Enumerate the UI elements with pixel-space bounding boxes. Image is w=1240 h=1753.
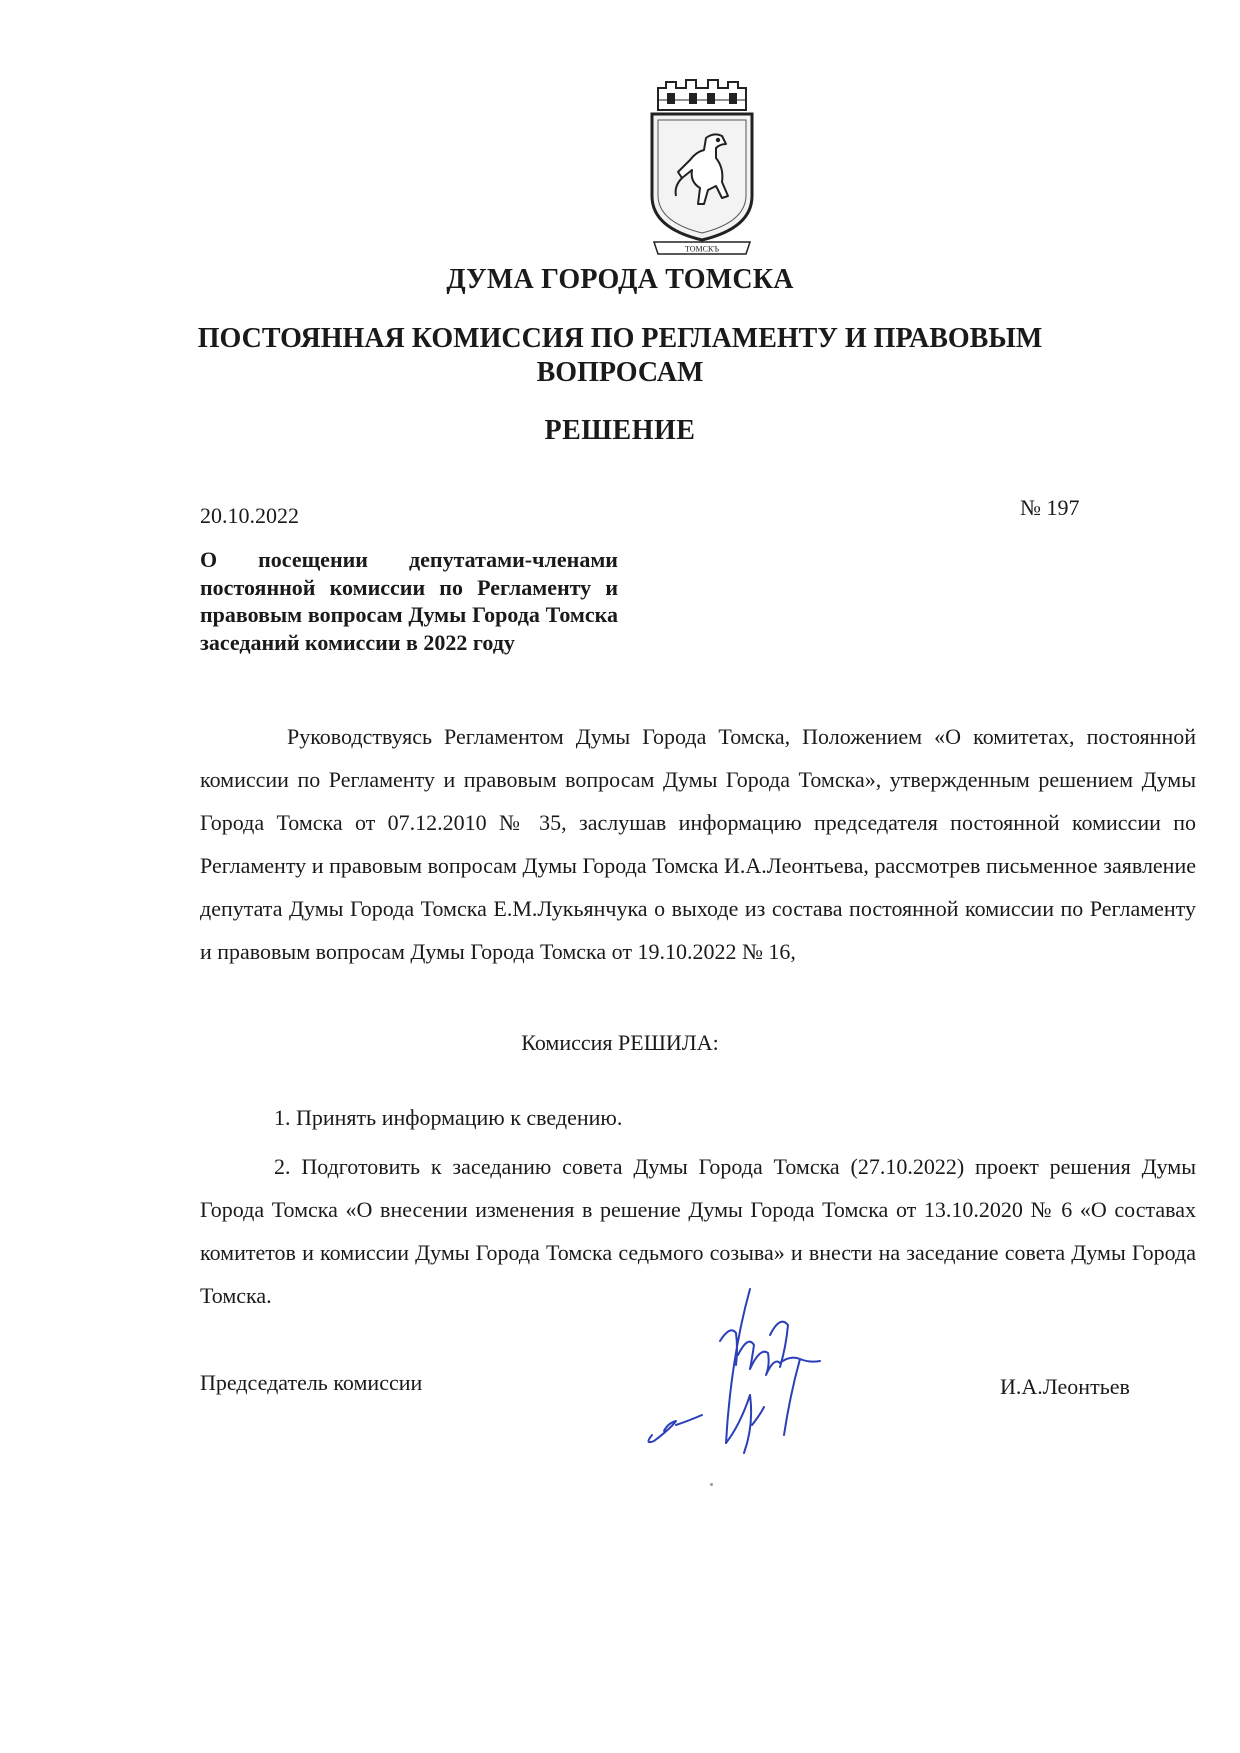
resolution-item: 1. Принять информацию к сведению. — [274, 1105, 623, 1130]
commission-title — [0, 322, 1240, 390]
mural-crown-icon — [658, 80, 746, 110]
ribbon-banner — [654, 242, 750, 254]
city-coat-of-arms-image — [646, 78, 758, 256]
resolution-heading: Комиссия РЕШИЛА: — [521, 1030, 719, 1055]
document-type: РЕШЕНИЕ — [544, 415, 696, 446]
commission-title-line-1: ПОСТОЯННАЯ КОМИССИЯ ПО РЕГЛАМЕНТУ И ПРАВОВЫМ — [197, 323, 1043, 354]
document-subject: О посещении депутатами-членами постоянной комиссии по Регламенту и правовым вопросам Думы Города Томска заседаний комиссии в 2022 году — [200, 547, 618, 655]
preamble-paragraph: Руководствуясь Регламентом Думы Города Томска, Положением «О комитетах, постоянной комиссии по Регламенту и правовым вопросам Думы Города Томска», утвержденным решением Думы Города Томска от 07.12.2010 № 35, заслушав информацию председателя постоянной комиссии по Регламенту и правовым вопросам Думы Города Томска И.А.Леонтьева, рассмотрев письменное заявление депутата Думы Города Томска Е.М.Лукьянчука о выходе из состава постоянной комиссии по Регламенту и правовым вопросам Думы Города Томска от 19.10.2022 № 16, — [200, 724, 1196, 964]
signatory-name: И.А.Леонтьев — [1000, 1374, 1130, 1399]
organization-name: ДУМА ГОРОДА ТОМСКА — [446, 264, 794, 295]
handwritten-signature — [640, 1275, 860, 1460]
ribbon-text: ТОМСКЪ — [685, 244, 719, 254]
document-number: № 197 — [1020, 495, 1080, 520]
resolution-item: 2. Подготовить к заседанию совета Думы Города Томска (27.10.2022) проект решения Думы Города Томска «О внесении изменения в решение Думы Города Томска от 13.10.2020 № 6 «О составах комитетов и комиссии Думы Города Томска седьмого созыва» и внести на заседание совета Думы Города Томска. — [200, 1154, 1196, 1308]
scan-speck — [710, 1483, 713, 1486]
commission-title-line-2: ВОПРОСАМ — [536, 357, 704, 388]
document-date: 20.10.2022 — [200, 503, 299, 528]
signatory-role: Председатель комиссии — [200, 1370, 423, 1395]
